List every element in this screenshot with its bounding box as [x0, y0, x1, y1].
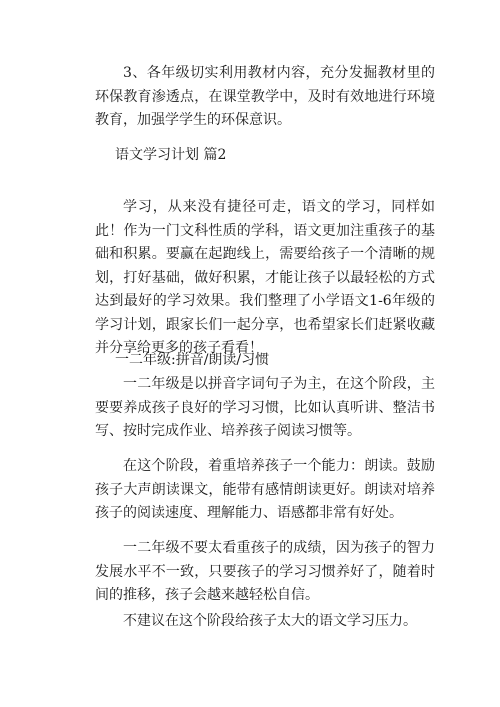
- paragraph-grade-reading: 在这个阶段，着重培养孩子一个能力：朗读。鼓励孩子大声朗读课文，能带有感情朗读更好。朗读对培养孩子的阅读速度、理解能力、语感都非常有好处。: [95, 458, 435, 521]
- grade-heading: 一二年级:拼音/朗读/习惯: [115, 352, 270, 368]
- paragraph-grade-pressure: 不建议在这个阶段给孩子太大的语文学习压力。: [123, 613, 417, 629]
- section-title: 语文学习计划 篇2: [115, 147, 227, 163]
- paragraph-intro: 学习，从来没有捷径可走，语文的学习，同样如此！作为一门文科性质的学科，语文更加注重孩子的基础和积累。要赢在起跑线上，需要给孩子一个清晰的规划，打好基础，做好积累，才能让孩子以最轻松的方式达到最好的学习效果。我们整理了小学语文1-6年级的学习计划，跟家长们一起分享，也希望家长们赶紧收藏并分享给更多的孩子看看！: [95, 199, 435, 356]
- paragraph-grade-habits: 一二年级是以拼音字词句子为主，在这个阶段，主要要养成孩子良好的学习习惯，比如认真听讲、整洁书写、按时完成作业、培养孩子阅读习惯等。: [95, 376, 435, 439]
- paragraph-grade-grades: 一二年级不要太看重孩子的成绩，因为孩子的智力发展水平不一致，只要孩子的学习习惯养好了，随着时间的推移，孩子会越来越轻松自信。: [95, 540, 435, 603]
- paragraph-item-3: 3、各年级切实利用教材内容，充分发掘教材里的环保教育渗透点，在课堂教学中，及时有效地进行环境教育，加强学学生的环保意识。: [95, 65, 435, 128]
